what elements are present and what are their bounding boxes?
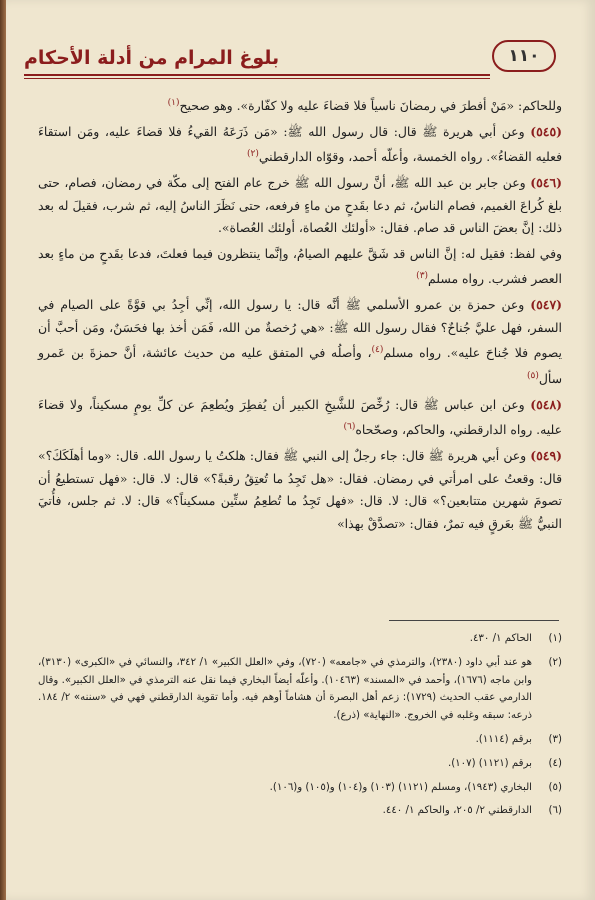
footnote-ref: (٢) [246, 149, 259, 160]
footnote-number: (٦) [548, 805, 562, 817]
footnote [38, 654, 562, 725]
paragraph-text: وعن أبي هريرة ﷺ قال: قال رسول الله ﷺ: «مَن ذَرَعَهُ القيءُ فلا قضاءَ عليه، ومَن استقاءَ فعليه القضاءُ». رواه الخمسة، وأعلّه أحمد، وقوّاه الدارقطني [38, 123, 562, 165]
running-title: بلوغ المرام من أدلة الأحكام [24, 47, 280, 69]
hadith-paragraph [38, 394, 562, 442]
footnote-text: البخاري (١٩٤٣)، ومسلم (١١٢١) (١٠٣) و(١٠٤) و(١٠٥) و(١٠٦). [269, 781, 532, 793]
footnote [38, 779, 562, 797]
paragraph [38, 243, 562, 291]
hadith-paragraph [38, 172, 562, 240]
page-number: ١١٠ [492, 40, 556, 72]
paragraph-text: وللحاكم: «مَنْ أفطرَ في رمضانَ ناسياً فلا قضاءَ عليه ولا كفّارة». وهو صحيح [179, 98, 562, 114]
footnotes [38, 630, 562, 826]
footnote-ref: (١) [167, 98, 180, 108]
paragraph-text: وعن حمزة بن عمرو الأسلمي ﷺ أنَّه قال: يا رسول الله، إنِّي أجِدُ بي قوَّةً على الصيام في السفر، فهل عليَّ جُناحٌ؟ فقال رسول الله ﷺ: «هي رُخصةٌ من الله، فَمَن أخذ بها فحَسَنٌ، ومَن أحبَّ أن يصوم فلا جُناحَ عليه». رواه مسلم [38, 297, 562, 361]
footnote [38, 731, 562, 749]
paragraph-text: وفي لفظ: فقيل له: إنَّ الناس قد شَقَّ عليهم الصيامُ، وإنَّما ينتظرون فيما فعلتَ، فدعا بقَدحٍ من ماءٍ بعد العصر فشرب. رواه مسلم [38, 245, 562, 287]
footnote-divider [389, 620, 559, 621]
footnote-number: (٥) [548, 781, 562, 793]
page-header [24, 38, 556, 78]
footnote-ref: (٤) [371, 345, 384, 356]
paragraph-text: ، وأصلُه في المتفق عليه من حديث عائشة، أنَّ حمزةَ بن عَمرو سأل [38, 345, 562, 387]
book-page [6, 0, 595, 900]
hadith-number: (٥٤٦) [530, 175, 562, 191]
footnote-text: برقم (١١٢١) (١٠٧). [447, 757, 532, 769]
main-text [38, 92, 562, 538]
header-rule [24, 74, 490, 76]
footnote-ref: (٦) [343, 422, 356, 433]
footnote-text: الدارقطني ٢/ ٢٠٥، والحاكم ١/ ٤٤٠. [382, 805, 532, 817]
footnote-text: هو عند أبي داود (٢٣٨٠)، والترمذي في «جامعه» (٧٢٠)، وفي «العلل الكبير» ١/ ٣٤٢، والنسائي في «الكبرى» (٣١٣٠)، وابن ماجه (١٦٧٦)، وأحمد في «المسند» (١٠٤٦٣). وأعلّه أيضاً البخاري فيما نقل عنه الترمذي في «العلل الكبير». وقال الدارمي عقب الحديث (١٧٢٩): زعم أهل البصرة أن هشاماً أوهم فيه. وأما تقوية الدارقطني فهي في «سننه» ٢/ ١٨٤. ذرعه: سبقه وغلبه في الخروج. «النهاية» (ذرع). [38, 656, 533, 722]
footnote-number: (٢) [548, 656, 562, 668]
footnote-number: (٤) [548, 757, 562, 769]
footnote-number: (٣) [548, 733, 562, 745]
footnote-ref: (٥) [526, 371, 539, 382]
footnote [38, 755, 562, 773]
hadith-number: (٥٤٧) [530, 297, 562, 313]
paragraph-text: وعن أبي هريرة ﷺ قال: جاء رجلٌ إلى النبي ﷺ فقال: هلكتُ يا رسول الله. قال: «وما أهلَكَكَ؟» قال: وقعتُ على امرأتي في رمضان. فقال: «هل تَجِدُ ما تُعتِقُ رقبةً؟» قال: لا. قال: «فهل تستطيعُ أن تصومَ شهرين متتابعين؟» قال: لا. قال: «فهل تَجِدُ ما تُطعِمُ ستِّين مسكيناً؟» قال: لا. ثم جلس، فأُتيَ النبيُّ ﷺ بعَرقٍ فيه تمرٌ، فقال: «تصدَّقْ بهذا» [38, 448, 562, 531]
paragraph [38, 92, 562, 118]
hadith-paragraph [38, 121, 562, 169]
hadith-number: (٥٤٩) [530, 448, 562, 464]
footnote-number: (١) [548, 633, 562, 644]
footnote-text: برقم (١١١٤). [475, 733, 532, 745]
hadith-paragraph [38, 294, 562, 391]
footnote-ref: (٣) [416, 271, 429, 282]
paragraph-text: وعن ابن عباس ﷺ قال: رُخِّصَ للشَّيخِ الكبير أن يُفطِرَ ويُطعِمَ عن كلِّ يومٍ مسكيناً، ولا قضاءَ عليه. رواه الدارقطني، والحاكم، وصحّحاه [38, 396, 562, 438]
header-rule-thin [24, 78, 490, 79]
footnote-text: الحاكم ١/ ٤٣٠. [469, 633, 532, 644]
footnote [38, 630, 562, 648]
hadith-paragraph [38, 445, 562, 535]
hadith-number: (٥٤٨) [530, 396, 562, 412]
paragraph-text: وعن جابر بن عبد الله ﷺ، أنَّ رسول الله ﷺ خرج عام الفتح إلى مكّة في رمضان، فصام، حتى بلغ كُراعَ الغميم، فصام الناسُ، ثم دعا بقَدحٍ من ماءٍ فرفعه، حتى نَظَرَ الناسُ إليه، ثم شرب، فقيلَ له بعد ذلك: إنَّ بعضَ الناس قد صام. فقال: «أولئك العُصاة، أولئك العُصاة». [38, 175, 562, 236]
footnote [38, 802, 562, 820]
hadith-number: (٥٤٥) [530, 123, 562, 139]
